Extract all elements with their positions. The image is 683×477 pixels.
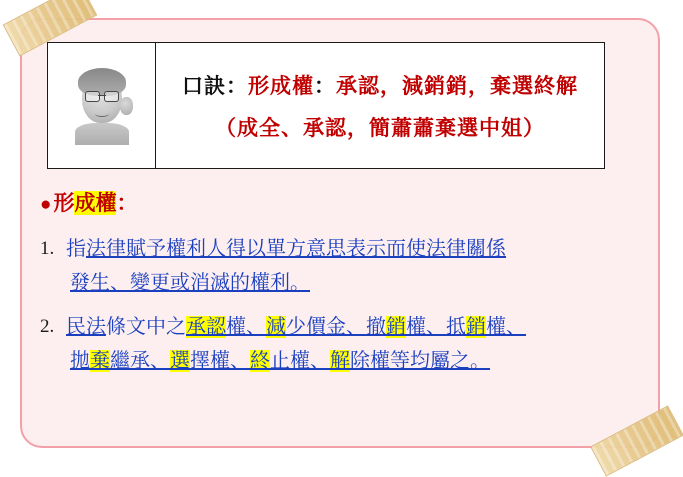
list-item [40,232,640,300]
text-token: 權、 [226,316,266,338]
portrait-body [75,123,129,145]
mnemonic-box [47,42,605,169]
section-heading-text-2: 成權 [74,191,117,215]
text-token: 權、 [486,316,526,338]
list-item-line [66,232,640,266]
mnemonic-text-cell [156,43,604,168]
text-token: 銷 [466,316,486,338]
content-body [40,186,640,378]
teacher-portrait-icon [71,67,133,145]
list-item-number: 2. [40,316,55,337]
item2-civil-code: 民法 [66,316,106,338]
text-token: 銷 [386,316,406,338]
section-heading-text-1: 形 [53,191,75,215]
list-item-body [66,310,640,378]
list-item-number: 1. [40,238,55,259]
text-token: 減 [266,316,286,338]
mnemonic-line-1-rest: 承認，減銷銷，棄選終解 [336,73,578,98]
text-token: 拋 [70,350,90,372]
text-token: 解 [330,350,350,372]
text-token: 少價金、撤 [286,316,386,338]
mnemonic-line-1-prefix: 口訣： [182,73,248,98]
glasses-bridge [98,95,106,97]
item1-line1-plain: 指 [66,238,86,260]
mnemonic-line-1 [182,70,578,100]
item2-line1-tokens [186,316,526,338]
list-item-body [66,232,640,300]
text-token: 選 [170,350,190,372]
list-item-line [66,310,640,344]
section-heading-colon: ： [116,191,138,215]
text-token: 承認 [186,316,226,338]
text-token: 權、抵 [406,316,466,338]
mnemonic-line-2: （成全、承認，簡蕭蕭棄選中姐） [215,115,545,140]
text-token: 除權等均屬之。 [350,350,490,372]
mnemonic-line-1-key: 形成權 [248,73,314,98]
list-item [40,310,640,378]
bullet-dot-icon: ● [40,194,52,215]
text-token: 繼承、 [110,350,170,372]
list-item-line: 發生、變更或消滅的權利。 [70,272,310,294]
portrait-mouth [95,111,109,117]
item1-line1-underline: 法律賦予權利人得以單方意思表示而使法律關係 [86,238,506,260]
portrait-cell [48,43,156,168]
text-token: 棄 [90,350,110,372]
text-token: 止權、 [270,350,330,372]
list-item-line [66,344,640,378]
text-token: 終 [250,350,270,372]
item2-line1-mid: 條文中之 [106,316,186,338]
item2-line2-tokens [70,350,490,372]
text-token: 擇權、 [190,350,250,372]
mnemonic-line-1-colon: ： [314,73,336,98]
portrait-hand [120,97,133,115]
section-heading [40,186,640,222]
